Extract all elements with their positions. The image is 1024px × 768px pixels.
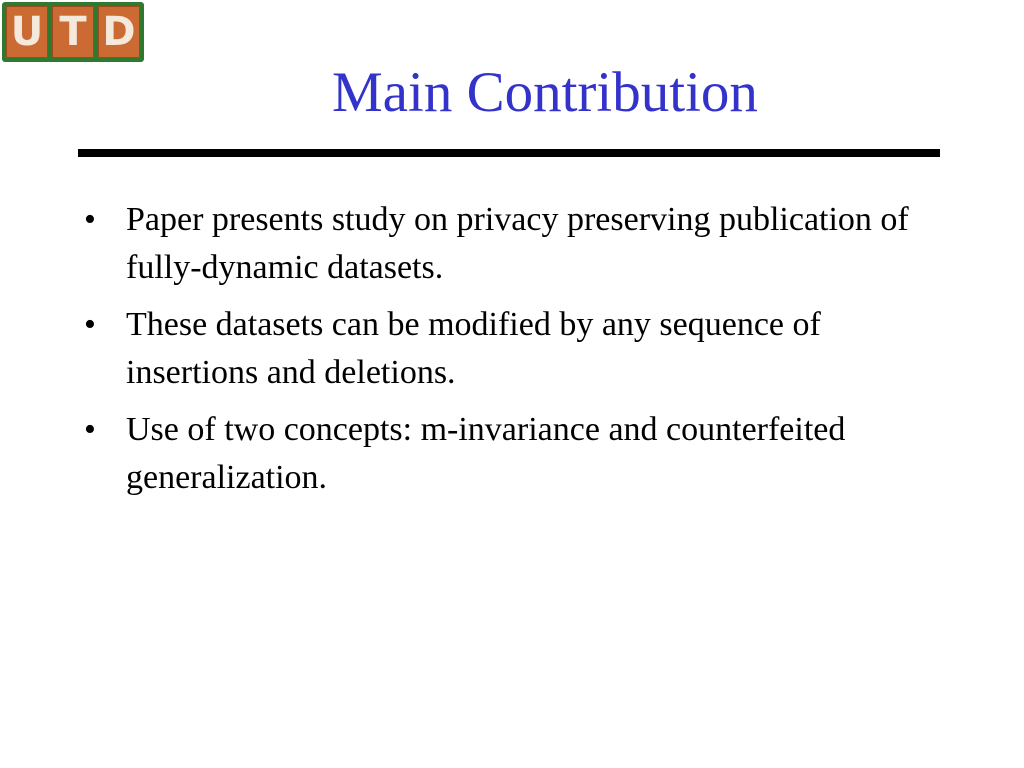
logo-letter-d: D [98, 6, 140, 58]
logo-letter-u: U [6, 6, 48, 58]
logo-letter-t: T [52, 6, 94, 58]
bullet-marker: • [84, 411, 96, 448]
bullet-item [84, 406, 924, 502]
utd-logo [2, 2, 144, 62]
bullet-item [84, 196, 924, 292]
bullet-list [84, 196, 924, 511]
bullet-marker: • [84, 201, 96, 238]
bullet-text: Paper presents study on privacy preserving publication of fully-dynamic datasets. [126, 201, 909, 286]
title-divider [78, 149, 940, 157]
bullet-text: Use of two concepts: m-invariance and counterfeited generalization. [126, 411, 846, 496]
bullet-marker: • [84, 306, 96, 343]
bullet-text: These datasets can be modified by any sequence of insertions and deletions. [126, 306, 821, 391]
slide-title: Main Contribution [332, 61, 758, 124]
bullet-item [84, 301, 924, 397]
